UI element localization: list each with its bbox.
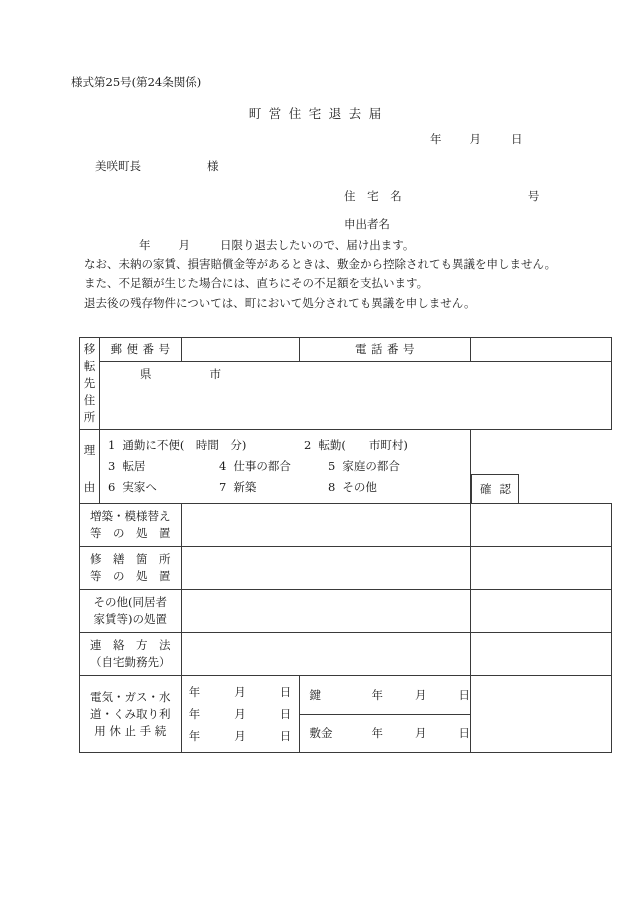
paragraph-unpaid-rent: なお、未納の家賃、損害賠償金等があるときは、敷金から控除されても異議を申しません。	[84, 257, 557, 272]
reason-option-2[interactable]: 2 転勤( 市町村)	[304, 438, 408, 452]
house-number-unit: 号	[527, 189, 540, 203]
contact-label: 連 絡 方 法 （自宅勤務先）	[80, 633, 182, 676]
table-row-extension	[80, 504, 612, 547]
move-address-label: 移 転 先 住 所	[80, 338, 100, 430]
repair-confirm[interactable]	[471, 547, 612, 590]
reason-label: 理 由	[80, 430, 100, 504]
utility-confirm[interactable]	[471, 676, 612, 753]
confirm-column-header: 確認	[471, 474, 519, 503]
key-label: 鍵	[309, 687, 321, 702]
leave-day-sentence: 日限り退去したいので、届け出ます。	[220, 238, 415, 252]
repair-label: 修 繕 箇 所 等 の 処 置	[80, 547, 182, 590]
address-value[interactable]	[100, 361, 612, 430]
applicant-name-label: 申出者名	[344, 217, 390, 231]
extension-label: 増築・模様替え 等 の 処 置	[80, 504, 182, 547]
reason-option-6[interactable]: 6 実家へ	[108, 480, 157, 494]
reason-option-8[interactable]: 8 その他	[328, 480, 377, 494]
deposit-label: 敷金	[309, 726, 333, 741]
utility-date-line-3[interactable]: 年 月 日	[188, 729, 292, 743]
postal-code-label: 郵便番号	[100, 338, 182, 362]
utility-date-values[interactable]	[181, 676, 299, 753]
postal-code-value[interactable]	[181, 338, 299, 362]
city-label: 市	[209, 366, 221, 381]
move-out-date-sentence	[71, 236, 576, 255]
house-name-label: 住 宅 名	[344, 189, 406, 203]
confirm-column-head-wrap	[471, 430, 612, 504]
body-text	[71, 236, 576, 313]
table-row-utilities-key	[80, 676, 612, 715]
paragraph-leftover-items: 退去後の残存物件については、町において処分されても異議を申しません。	[84, 295, 476, 310]
leave-month-label: 月	[178, 238, 190, 252]
contact-value[interactable]	[181, 633, 471, 676]
page-title: 町営住宅退去届	[248, 106, 389, 121]
reason-option-3[interactable]: 3 転居	[108, 459, 146, 473]
reason-option-5[interactable]: 5 家庭の都合	[328, 459, 400, 473]
phone-value[interactable]	[471, 338, 612, 362]
table-row-repair	[80, 547, 612, 590]
day-label: 日	[511, 132, 523, 146]
table-row-reason	[80, 430, 612, 504]
other-confirm[interactable]	[471, 590, 612, 633]
reason-option-7[interactable]: 7 新築	[219, 480, 257, 494]
table-row-address	[80, 361, 612, 430]
reason-options-line-3	[108, 477, 470, 498]
addressee-honorific: 様	[207, 159, 219, 173]
table-row-postal-phone	[80, 338, 612, 362]
utility-date-line-2[interactable]: 年 月 日	[188, 707, 292, 721]
reason-options-line-1	[108, 435, 470, 456]
extension-value[interactable]	[181, 504, 471, 547]
addressee-line	[95, 158, 219, 174]
extension-confirm[interactable]	[471, 504, 612, 547]
repair-value[interactable]	[181, 547, 471, 590]
move-out-details-table	[79, 337, 612, 753]
deposit-return-row[interactable]: 敷金 年 月 日	[299, 714, 471, 753]
table-row-other	[80, 590, 612, 633]
house-name-line	[344, 188, 539, 204]
submission-date-line	[430, 131, 523, 147]
prefecture-label: 県	[140, 366, 152, 381]
utility-label: 電気・ガス・水 道・くみ取り利 用 休 止 手 続	[80, 676, 182, 753]
reason-options-line-2	[108, 456, 470, 477]
reason-option-1[interactable]: 1 通勤に不便( 時間 分)	[108, 438, 247, 452]
other-label: その他(同居者 家賃等)の処置	[80, 590, 182, 633]
addressee-name: 美咲町長	[95, 159, 141, 173]
utility-date-line-1[interactable]: 年 月 日	[188, 685, 292, 699]
key-return-row[interactable]: 鍵 年 月 日	[299, 676, 471, 715]
other-value[interactable]	[181, 590, 471, 633]
reason-options[interactable]	[100, 430, 471, 504]
table-row-contact	[80, 633, 612, 676]
phone-label: 電話番号	[299, 338, 471, 362]
form-code: 様式第25号(第24条関係)	[71, 75, 202, 89]
month-label: 月	[469, 132, 481, 146]
leave-year-label: 年	[139, 238, 151, 252]
reason-option-4[interactable]: 4 仕事の都合	[219, 459, 291, 473]
year-label: 年	[430, 132, 442, 146]
contact-confirm[interactable]	[471, 633, 612, 676]
paragraph-shortfall: また、不足額が生じた場合には、直ちにその不足額を支払います。	[84, 276, 429, 291]
